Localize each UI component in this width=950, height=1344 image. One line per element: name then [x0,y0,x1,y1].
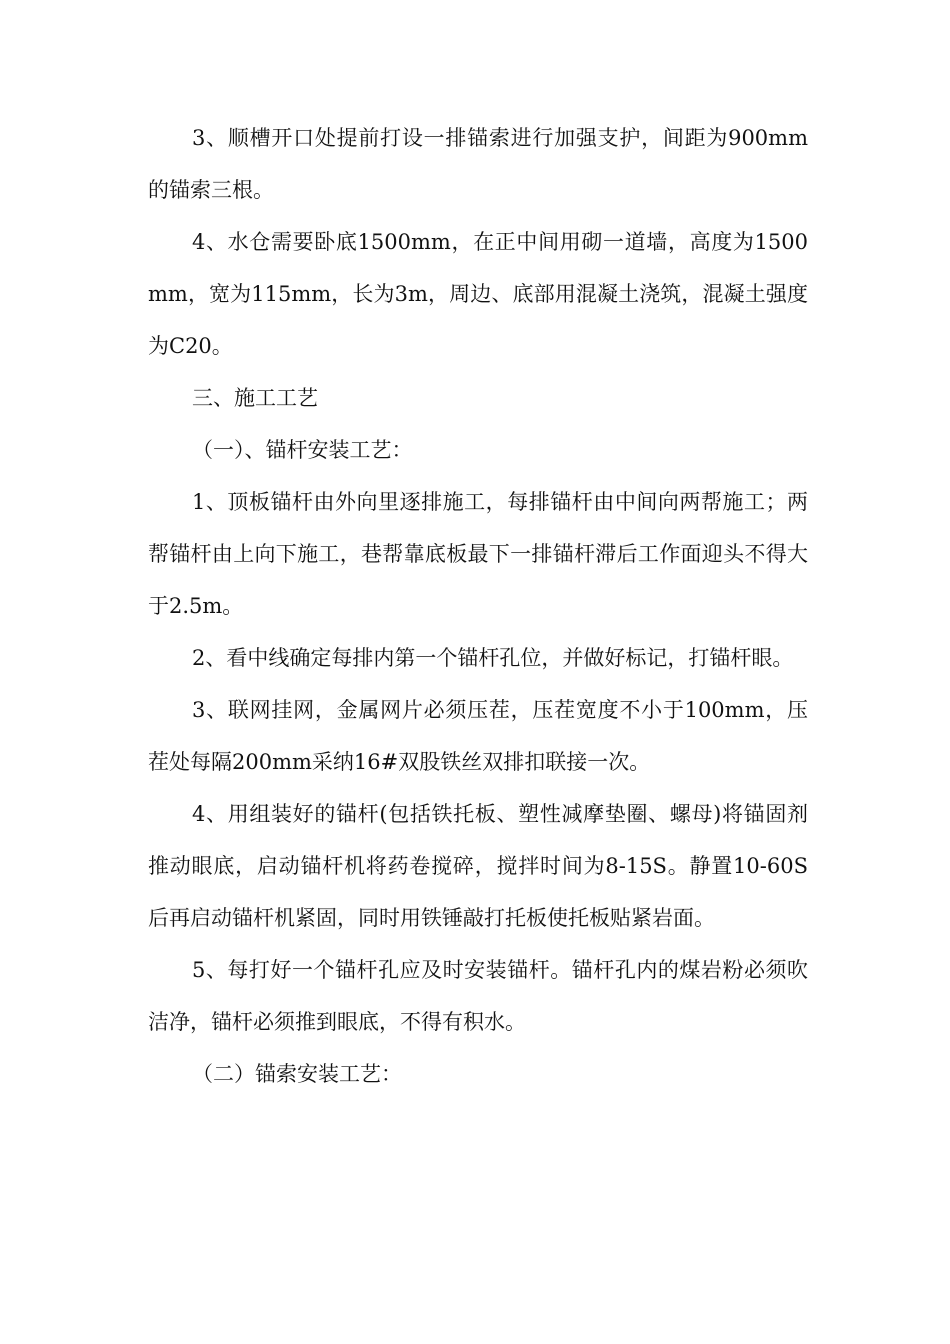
document-body [148,112,808,1100]
subsection-heading-cable-installation: （二）锚索安装工艺： [192,1062,402,1086]
subsection-heading-bolt-installation: （一）、锚杆安装工艺： [192,438,413,462]
paragraph-water-sump: 4、水仓需要卧底1500mm，在正中间用砌一道墙，高度为1500mm，宽为115mm，长为3m，周边、底部用混凝土浇筑，混凝土强度为C20。 [148,230,808,358]
paragraph-bolt-step-4: 4、用组装好的锚杆(包括铁托板、塑性减摩垫圈、螺母)将锚固剂推动眼底，启动锚杆机将药卷搅碎，搅拌时间为8-15S。静置10-60S后再启动锚杆机紧固，同时用铁锤敲打托板使托板贴紧岩面。 [148,802,808,930]
section-heading-construction-process: 三、施工工艺 [192,386,318,410]
paragraph-bolt-step-5: 5、每打好一个锚杆孔应及时安装锚杆。锚杆孔内的煤岩粉必须吹洁净，锚杆必须推到眼底，不得有积水。 [148,958,808,1034]
paragraph-bolt-step-1: 1、顶板锚杆由外向里逐排施工，每排锚杆由中间向两帮施工；两帮锚杆由上向下施工，巷帮靠底板最下一排锚杆滞后工作面迎头不得大于2.5m。 [148,490,808,618]
paragraph-bolt-step-2: 2、看中线确定每排内第一个锚杆孔位，并做好标记，打锚杆眼。 [192,646,794,670]
paragraph-cable-reinforcement: 3、顺槽开口处提前打设一排锚索进行加强支护，间距为900mm的锚索三根。 [148,126,808,202]
paragraph-bolt-step-3: 3、联网挂网，金属网片必须压茬，压茬宽度不小于100mm，压茬处每隔200mm采纳16#双股铁丝双排扣联接一次。 [148,698,808,774]
